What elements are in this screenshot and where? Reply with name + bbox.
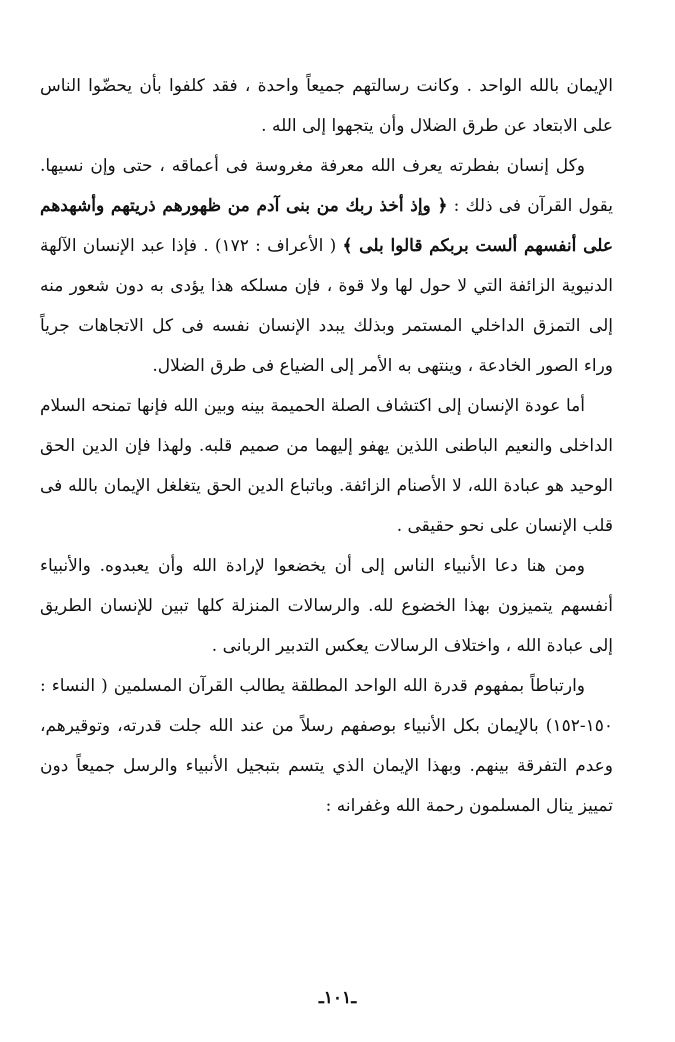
paragraph-1 bbox=[40, 66, 613, 146]
paragraph-2-rest: فإذا عبد الإنسان الآلهة الدنيوية الزائفة التي لا حول لها ولا قوة ، فإن مسلكه هذا يؤدى به دون شعور منه إلى التمزق الداخلي المستمر وبذلك يبدد الإنسان نفسه فى كل الاتجاهات جرياً وراء الصور الخادعة ، وينتهى به الأمر إلى الضياع فى طرق الضلال. bbox=[40, 236, 613, 376]
paragraph-2-intro: وكل إنسان بفطرته يعرف الله معرفة مغروسة فى أعماقه ، حتى وإن نسيها. يقول القرآن فى ذلك : bbox=[40, 156, 613, 216]
page-body bbox=[40, 66, 613, 826]
paragraph-3-text: أما عودة الإنسان إلى اكتشاف الصلة الحميمة بينه وبين الله فإنها تمنحه السلام الداخلى والنعيم الباطنى اللذين يهفو إليهما من صميم قلبه. ولهذا فإن الدين الحق الوحيد هو عبادة الله، لا الأصنام الزائفة. وباتباع الدين الحق يتغلغل الإيمان بالله فى قلب الإنسان على نحو حقيقى . bbox=[40, 396, 613, 536]
verse-reference: ( الأعراف : ١٧٢) . bbox=[197, 236, 343, 256]
paragraph-2 bbox=[40, 146, 613, 386]
paragraph-1-text: الإيمان بالله الواحد . وكانت رسالتهم جميعاً واحدة ، فقد كلفوا بأن يحضّوا الناس على الابتعاد عن طرق الضلال وأن يتجهوا إلى الله . bbox=[40, 76, 613, 136]
paragraph-5-text: وارتباطاً بمفهوم قدرة الله الواحد المطلقة يطالب القرآن المسلمين ( النساء : ١٥٠-١٥٢) بالإيمان بكل الأنبياء بوصفهم رسلاً من عند الله جلت قدرته، وتوقيرهم، وعدم التفرقة بينهم. وبهذا الإيمان الذي يتسم بتبجيل الأنبياء والرسل جميعاً دون تمييز ينال المسلمون رحمة الله وغفرانه : bbox=[40, 676, 613, 816]
paragraph-3 bbox=[40, 386, 613, 546]
quran-verse: ﴿ وإذ أخذ ربك من بنى آدم من ظهورهم ذريتهم وأشهدهم على أنفسهم ألست بربكم قالوا بلى ﴾ bbox=[40, 196, 614, 256]
paragraph-5 bbox=[40, 666, 613, 826]
paragraph-4 bbox=[40, 546, 613, 666]
page-number: ـ١٠١ـ bbox=[318, 988, 357, 1008]
paragraph-4-text: ومن هنا دعا الأنبياء الناس إلى أن يخضعوا لإرادة الله وأن يعبدوه. والأنبياء أنفسهم يتميزون بهذا الخضوع لله. والرسالات المنزلة كلها تبين للإنسان الطريق إلى عبادة الله ، واختلاف الرسالات يعكس التدبير الربانى . bbox=[40, 556, 613, 656]
